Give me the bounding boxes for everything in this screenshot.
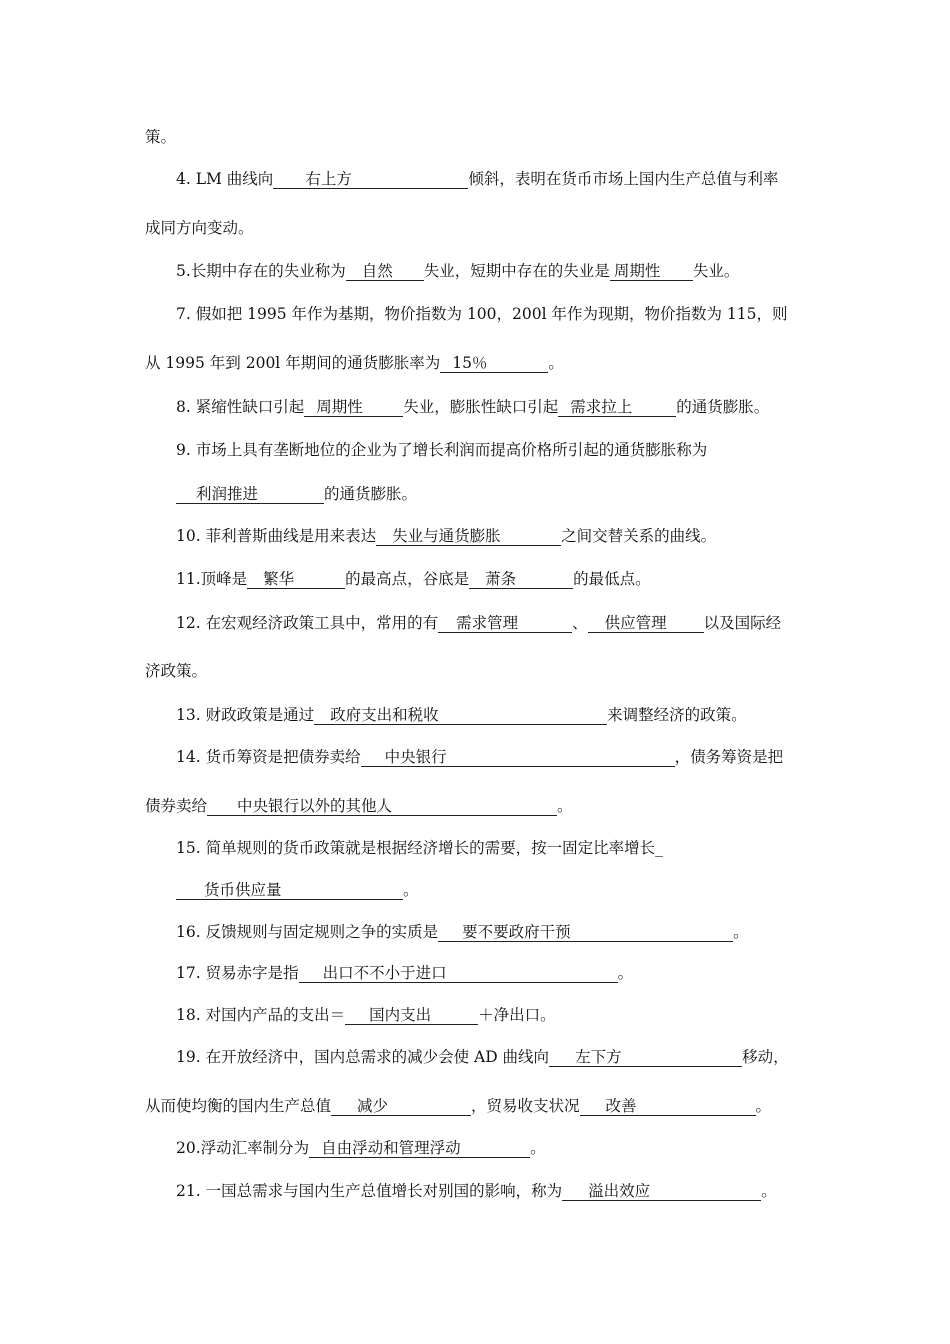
question-text: 的通货膨胀。 [676,398,770,416]
question-18 [176,1004,556,1026]
question-11 [176,568,651,590]
text-line [145,795,573,817]
question-text: 移动， [742,1048,789,1066]
question-text: 16. 反馈规则与固定规则之争的实质是 [176,923,439,941]
question-5 [176,260,739,282]
question-text: 17. 贸易赤字是指 [176,964,299,982]
answer-blank: 繁华 [247,570,345,589]
answer-blank: 溢出效应 [562,1182,761,1201]
question-text: 。 [617,964,634,982]
question-text: 21. 一国总需求与国内生产总值增长对别国的影响，称为 [176,1182,563,1200]
question-text: 的最高点，谷底是 [345,570,470,588]
text-line [145,352,564,374]
answer-blank: 出口不不小于进口 [299,964,618,983]
question-text: 来调整经济的政策。 [607,706,747,724]
question-text: 19. 在开放经济中，国内总需求的减少会使 AD 曲线向 [176,1048,550,1066]
question-text: 的最低点。 [573,570,651,588]
question-text: 。 [761,1182,777,1200]
text: 策。 [145,128,177,146]
question-text: 4. LM 曲线向 [176,170,274,188]
question-text: 20.浮动汇率制分为 [176,1139,310,1157]
text-line [145,126,176,148]
question-text: 10. 菲利普斯曲线是用来表达 [176,527,377,545]
question-14 [176,746,783,768]
question-text: 从 1995 年到 200l 年期间的通货膨胀率为 [145,354,441,372]
answer-blank: 右上方 [273,170,468,189]
question-text: 、 [572,614,588,632]
question-text: 的通货膨胀。 [324,485,418,503]
question-text: ＋净出口。 [478,1006,556,1024]
question-16 [176,921,749,943]
question-text: 失业，膨胀性缺口引起 [403,398,559,416]
answer-blank: 供应管理 [588,614,704,633]
question-17 [176,962,633,984]
question-20 [176,1137,546,1159]
question-text: 。 [403,881,419,899]
question-text: 7. 假如把 1995 年作为基期，物价指数为 100，200l 年作为现期，物价指数为 115，则 [176,305,788,323]
answer-blank: 周期性 [610,262,693,281]
answer-blank: 自然 [346,262,424,281]
text-line [145,1095,771,1117]
question-text: 。 [548,354,564,372]
question-text: 。 [733,923,749,941]
question-text: ，贸易收支状况 [471,1097,580,1115]
question-text: 14. 货币筹资是把债券卖给 [176,748,361,766]
question-text: 从而使均衡的国内生产总值 [145,1097,332,1115]
answer-blank: 政府支出和税收 [314,706,607,725]
question-text: 12. 在宏观经济政策工具中，常用的有 [176,614,439,632]
question-text: 之间交替关系的曲线。 [561,527,717,545]
question-text: 11.顶峰是 [176,570,248,588]
question-text: 以及国际经 [703,614,782,632]
question-text: 。 [530,1139,546,1157]
question-text: ，债务筹资是把 [674,748,784,766]
text: 济政策。 [145,662,208,680]
answer-blank: 要不要政府干预 [438,923,733,942]
text-line [145,217,254,239]
answer-blank: 15％ [440,354,548,373]
question-4 [176,168,778,190]
question-text: 13. 财政政策是通过 [176,706,315,724]
answer-blank: 需求管理 [438,614,572,633]
text-line [176,879,419,901]
question-text: 。 [755,1097,772,1115]
question-text: 5.长期中存在的失业称为 [176,262,346,280]
question-12 [176,612,781,634]
text-line [145,660,207,682]
answer-blank: 中央银行以外的其他人 [207,797,557,816]
text: 成同方向变动。 [145,219,254,237]
answer-blank: 需求拉上 [558,398,676,417]
question-text: 失业。 [692,262,740,280]
question-13 [176,704,747,726]
question-21 [176,1180,777,1202]
question-15 [176,837,663,859]
answer-blank: 利润推进 [176,485,324,504]
question-text: 9. 市场上具有垄断地位的企业为了增长利润而提高价格所引起的通货膨胀称为 [176,441,708,459]
question-text: 8. 紧缩性缺口引起 [176,398,305,416]
question-text: 。 [557,797,573,815]
question-text: 债券卖给 [145,797,208,815]
answer-blank: 自由浮动和管理浮动 [309,1139,530,1158]
question-10 [176,525,716,547]
answer-blank: 货币供应量 [176,881,403,900]
question-text: 倾斜，表明在货币市场上国内生产总值与利率 [468,170,779,188]
answer-blank: 周期性 [304,398,403,417]
answer-blank: 国内支出 [345,1006,478,1025]
question-8 [176,396,769,418]
question-19 [176,1046,789,1068]
question-7 [176,303,788,325]
answer-blank: 左下方 [549,1048,742,1067]
answer-blank: 萧条 [469,570,573,589]
question-text: 15. 简单规则的货币政策就是根据经济增长的需要，按一固定比率增长_ [176,839,663,857]
answer-blank: 失业与通货膨胀 [376,527,561,546]
answer-blank: 中央银行 [361,748,675,767]
question-9 [176,439,707,461]
text-line [176,483,417,505]
answer-blank: 改善 [580,1097,756,1116]
question-text: 失业，短期中存在的失业是 [423,262,610,280]
question-text: 18. 对国内产品的支出＝ [176,1006,346,1024]
answer-blank: 减少 [331,1097,471,1116]
